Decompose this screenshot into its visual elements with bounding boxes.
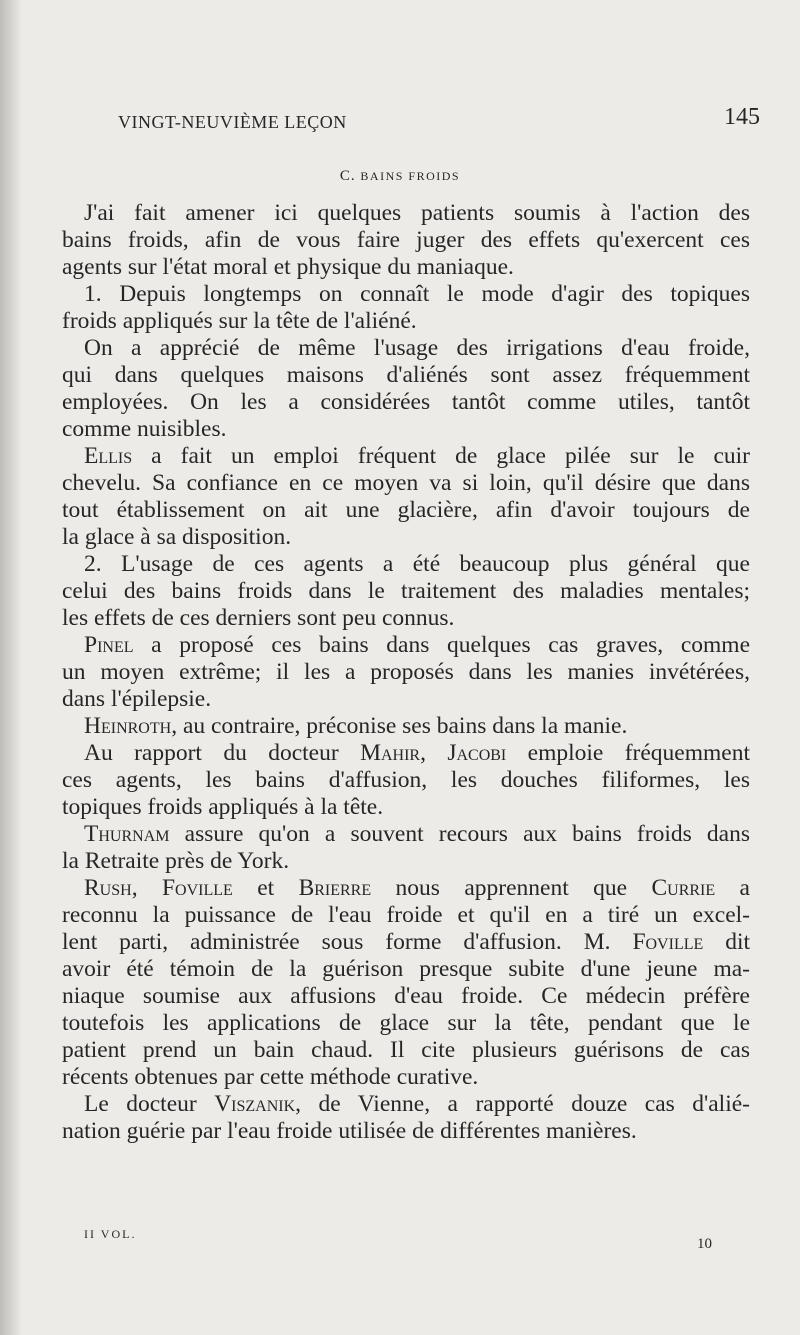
text-line: froids appliqués sur la tête de l'aliéné.	[62, 308, 417, 334]
text-line	[62, 1091, 750, 1118]
text-line: dans l'épilepsie.	[62, 686, 212, 712]
text-span: dit	[703, 929, 751, 955]
page-number: 145	[724, 104, 760, 130]
text-line: nation guérie par l'eau froide utilisée de différentes manières.	[62, 1118, 637, 1144]
text-span: Au rapport du docteur	[84, 740, 361, 766]
text-span: et	[232, 875, 299, 901]
text-line: récents obtenues par cette méthode curative.	[62, 1064, 479, 1090]
text-line: celui des bains froids dans le traitement des maladies mentales;	[62, 578, 750, 604]
text-line: avoir été témoin de la guérison presque subite d'une jeune ma-	[62, 956, 750, 982]
author-name: Heinroth	[84, 713, 172, 739]
text-line: toutefois les applications de glace sur la tête, pendant que le	[62, 1010, 750, 1036]
text-span: Le docteur	[84, 1091, 215, 1117]
text-line: un moyen extrême; il les a proposés dans les manies invétérées,	[62, 659, 750, 685]
text-line: agents sur l'état moral et physique du maniaque.	[62, 254, 514, 280]
text-line: les effets de ces derniers sont peu connus.	[62, 605, 455, 631]
section-letter: C.	[339, 168, 356, 184]
text-line: employées. On les a considérées tantôt comme utiles, tantôt	[62, 389, 750, 415]
author-name: Jacobi	[447, 740, 507, 766]
author-name: Foville	[161, 875, 233, 901]
text-line: On a apprécié de même l'usage des irrigations d'eau froide,	[84, 335, 750, 361]
text-span: emploie fréquemment	[506, 740, 750, 766]
text-span: , au contraire, préconise ses bains dans la manie.	[171, 713, 628, 739]
author-name: Ellis	[84, 443, 133, 469]
text-span: nous apprennent que	[371, 875, 652, 901]
text-line: qui dans quelques maisons d'aliénés sont assez fréquemment	[62, 362, 750, 388]
text-line: comme nuisibles.	[62, 416, 227, 442]
text-line: chevelu. Sa confiance en ce moyen va si loin, qu'il désire que dans	[62, 470, 750, 496]
text-line	[62, 929, 750, 956]
text-span: a proposé ces bains dans quelques cas graves, comme	[133, 632, 750, 658]
author-name: Viszanik	[214, 1091, 296, 1117]
text-line	[62, 875, 750, 902]
author-name: Thurnam	[84, 821, 170, 847]
text-span: lent parti, administrée sous forme d'affusion. M.	[62, 929, 633, 955]
text-span: a fait un emploi fréquent de glace pilée sur le cuir	[132, 443, 750, 469]
author-name: Rush	[84, 875, 132, 901]
author-name: Currie	[651, 875, 716, 901]
text-line	[62, 740, 750, 767]
text-line: ces agents, les bains d'affusion, les douches filiformes, les	[62, 767, 750, 793]
text-line: J'ai fait amener ici quelques patients soumis à l'action des	[84, 200, 750, 226]
text-line	[62, 443, 750, 470]
author-name: Brierre	[298, 875, 372, 901]
text-line: topiques froids appliqués à la tête.	[62, 794, 384, 820]
text-line	[62, 632, 750, 659]
text-line: 2. L'usage de ces agents a été beaucoup plus général que	[84, 551, 750, 577]
text-line: bains froids, afin de vous faire juger des effets qu'exercent ces	[62, 227, 750, 253]
volume-footer: II VOL.	[84, 1227, 137, 1241]
text-line: niaque soumise aux affusions d'eau froide. Ce médecin préfère	[62, 983, 750, 1009]
text-span: ,	[420, 740, 448, 766]
author-name: Foville	[632, 929, 704, 955]
author-name: Pinel	[84, 632, 134, 658]
text-line: patient prend un bain chaud. Il cite plusieurs guérisons de cas	[62, 1037, 750, 1063]
text-line: la glace à sa disposition.	[62, 524, 292, 550]
text-span: a	[715, 875, 750, 901]
body-text	[62, 200, 750, 1145]
text-line: tout établissement on ait une glacière, afin d'avoir toujours de	[62, 497, 750, 523]
section-title-text: BAINS FROIDS	[360, 169, 461, 183]
text-span: ,	[131, 875, 162, 901]
text-span: , de Vienne, a rapporté douze cas d'alié-	[295, 1091, 750, 1117]
text-line: 1. Depuis longtemps on connaît le mode d'agir des topiques	[84, 281, 750, 307]
text-line: reconnu la puissance de l'eau froide et qu'il en a tiré un excel-	[62, 902, 750, 928]
running-header: VINGT-NEUVIÈME LEÇON	[118, 112, 347, 132]
text-line: la Retraite près de York.	[62, 848, 290, 874]
signature-mark: 10	[697, 1236, 712, 1252]
text-line	[62, 713, 750, 740]
text-span: assure qu'on a souvent recours aux bains froids dans	[169, 821, 750, 847]
author-name: Mahir	[360, 740, 421, 766]
text-line	[62, 821, 750, 848]
section-heading	[0, 168, 800, 185]
